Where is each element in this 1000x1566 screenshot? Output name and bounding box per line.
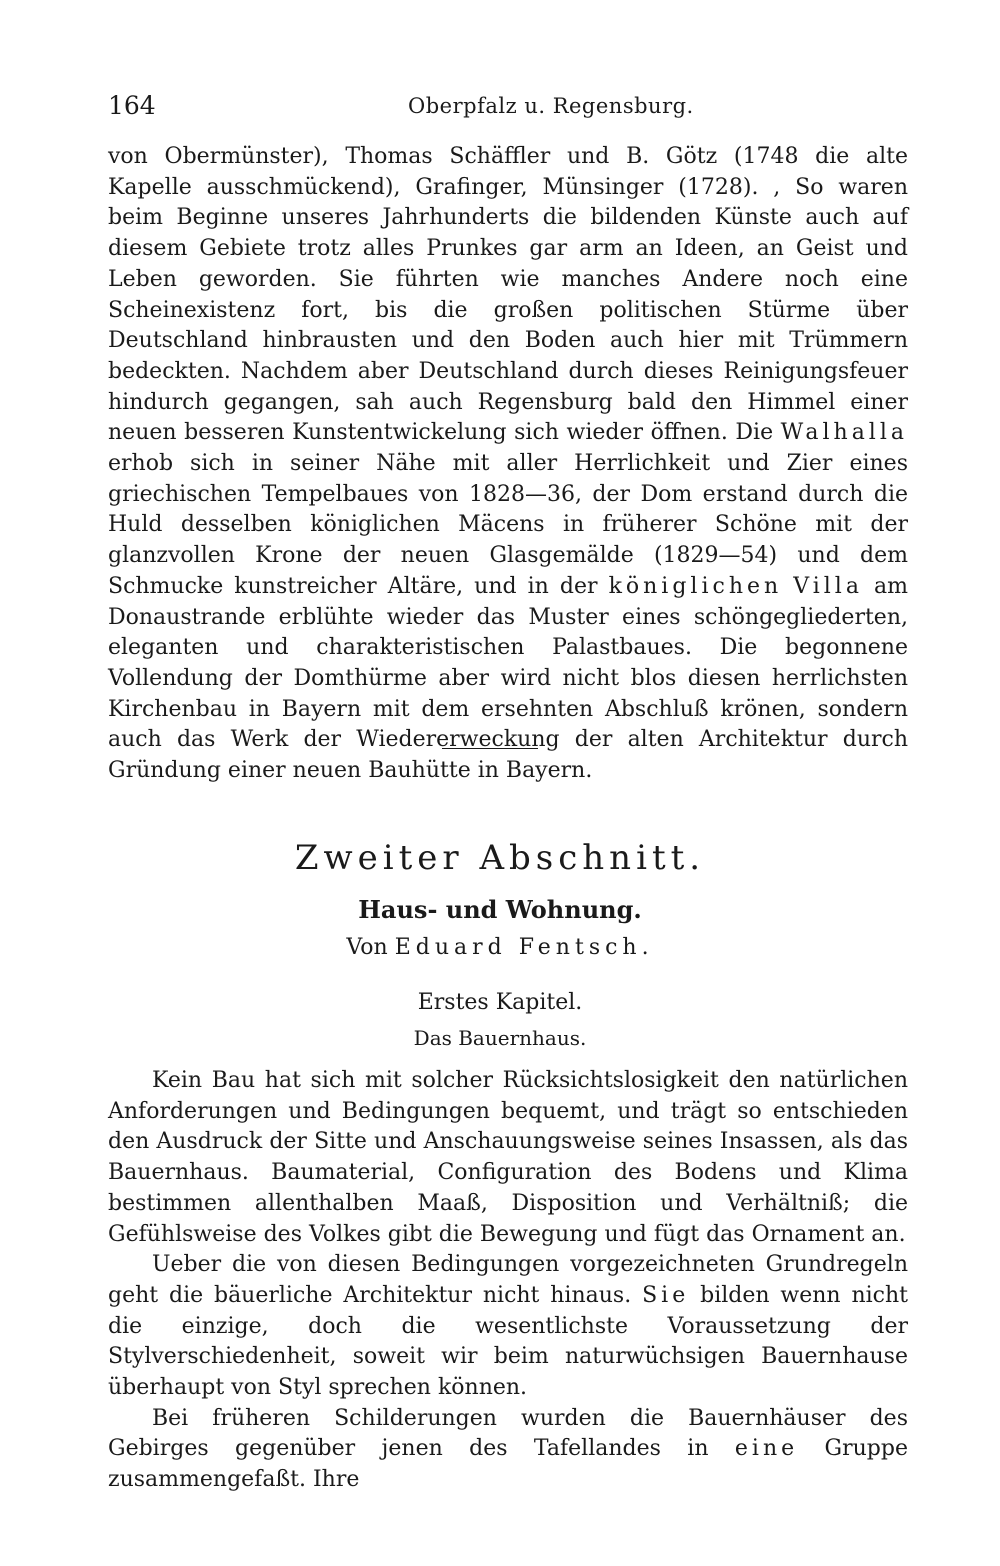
text-run: erhob sich in seiner Nähe mit aller Herrlichkeit und Zier eines griechischen Tempelbaues von 1828—36, der Dom erstand durch die Huld desselben königlichen Mäcens in früherer Schöne mit der glanzvollen Krone der neuen Glasgemälde (1829—54) und dem Schmucke kunstreicher Altäre, und in der <box>108 451 908 599</box>
text-run: von Obermünster), Thomas Schäffler und B. Götz (1748 die alte Kapelle ausschmückend), Grafinger, Münsinger (1728). , So waren beim Beginne unseres Jahrhunderts die bildenden Künste auch auf diesem Gebiete trotz alles Prunkes gar arm an Ideen, an Geist und Leben geworden. Sie führten wie manches Andere noch eine Scheinexistenz fort, bis die großen politischen Stürme über Deutschland hinbrausten und den Boden auch hier mit Trümmern bedeckten. Nachdem aber Deutschland durch dieses Reinigungsfeuer hindurch gegangen, sah auch Regensburg bald den Himmel einer neuen besseren Kunstentwickelung sich wieder öffnen. Die <box>108 144 908 446</box>
spaced-word-villa: Villa <box>793 573 863 599</box>
text-run: Gruppe zusammengefaßt. Ihre <box>108 1436 908 1493</box>
paragraph-continuation <box>108 142 908 787</box>
running-title: Oberpfalz u. Regensburg. <box>408 94 694 118</box>
paragraph <box>108 1404 908 1496</box>
text-run: Bei früheren Schilderungen wurden die Bauernhäuser des Gebirges gegenüber jenen des Tafellandes in <box>108 1405 908 1462</box>
chapter-subtitle: Das Bauernhaus. <box>413 1026 587 1050</box>
byline-prefix: Von <box>346 935 388 960</box>
section-subtitle: Haus- und Wohnung. <box>358 895 642 924</box>
running-head <box>108 88 906 124</box>
text-run: am Donaustrande erblühte wieder das Muster eines schöngegliederten, eleganten und charakteristischen Palastbaues. Die begonnene Vollendung der Domthürme aber wird nicht blos diesen herrlichsten Kirchenbau in Bayern mit dem ersehnten Abschluß krönen, sondern auch das Werk der Wiedererweckung der alten Architektur durch Gründung einer neuen Bauhütte in Bayern. <box>108 573 908 784</box>
spaced-word-sie: Sie <box>642 1282 690 1308</box>
page-number: 164 <box>108 91 156 120</box>
top-text-block <box>108 142 908 787</box>
section-separator-rule <box>442 748 538 749</box>
section-title: Zweiter Abschnitt. <box>294 838 706 878</box>
bottom-text-block <box>108 1066 908 1496</box>
text-run: Ueber die von diesen Bedingungen vorgezeichneten Grundregeln geht die bäuerliche Architektur nicht hinaus. <box>108 1252 908 1308</box>
paragraph: Kein Bau hat sich mit solcher Rücksichtslosigkeit den natürlichen Anforderungen und Bedingungen bequemt, und trägt so entschieden den Ausdruck der Sitte und Anschauungsweise seines Insassen, als das Bauernhaus. Baumaterial, Configuration des Bodens und Klima bestimmen allenthalben Maaß, Disposition und Verhältniß; die Gefühlsweise des Volkes gibt die Bewegung und fügt das Ornament an. <box>108 1068 908 1247</box>
byline <box>0 930 1000 966</box>
text-run: bilden wenn nicht die einzige, doch die wesentlichste Voraussetzung der Stylverschiedenheit, soweit wir beim naturwüchsigen Bauernhause überhaupt von Styl sprechen können. <box>108 1282 908 1401</box>
paragraph <box>108 1250 908 1404</box>
spaced-word-eine: eine <box>734 1436 799 1462</box>
chapter-title: Erstes Kapitel. <box>417 990 583 1015</box>
byline-author: Eduard Fentsch. <box>394 935 654 960</box>
spaced-word-koeniglichen: königlichen <box>608 573 783 599</box>
spaced-word-walhalla: Walhalla <box>780 420 908 446</box>
